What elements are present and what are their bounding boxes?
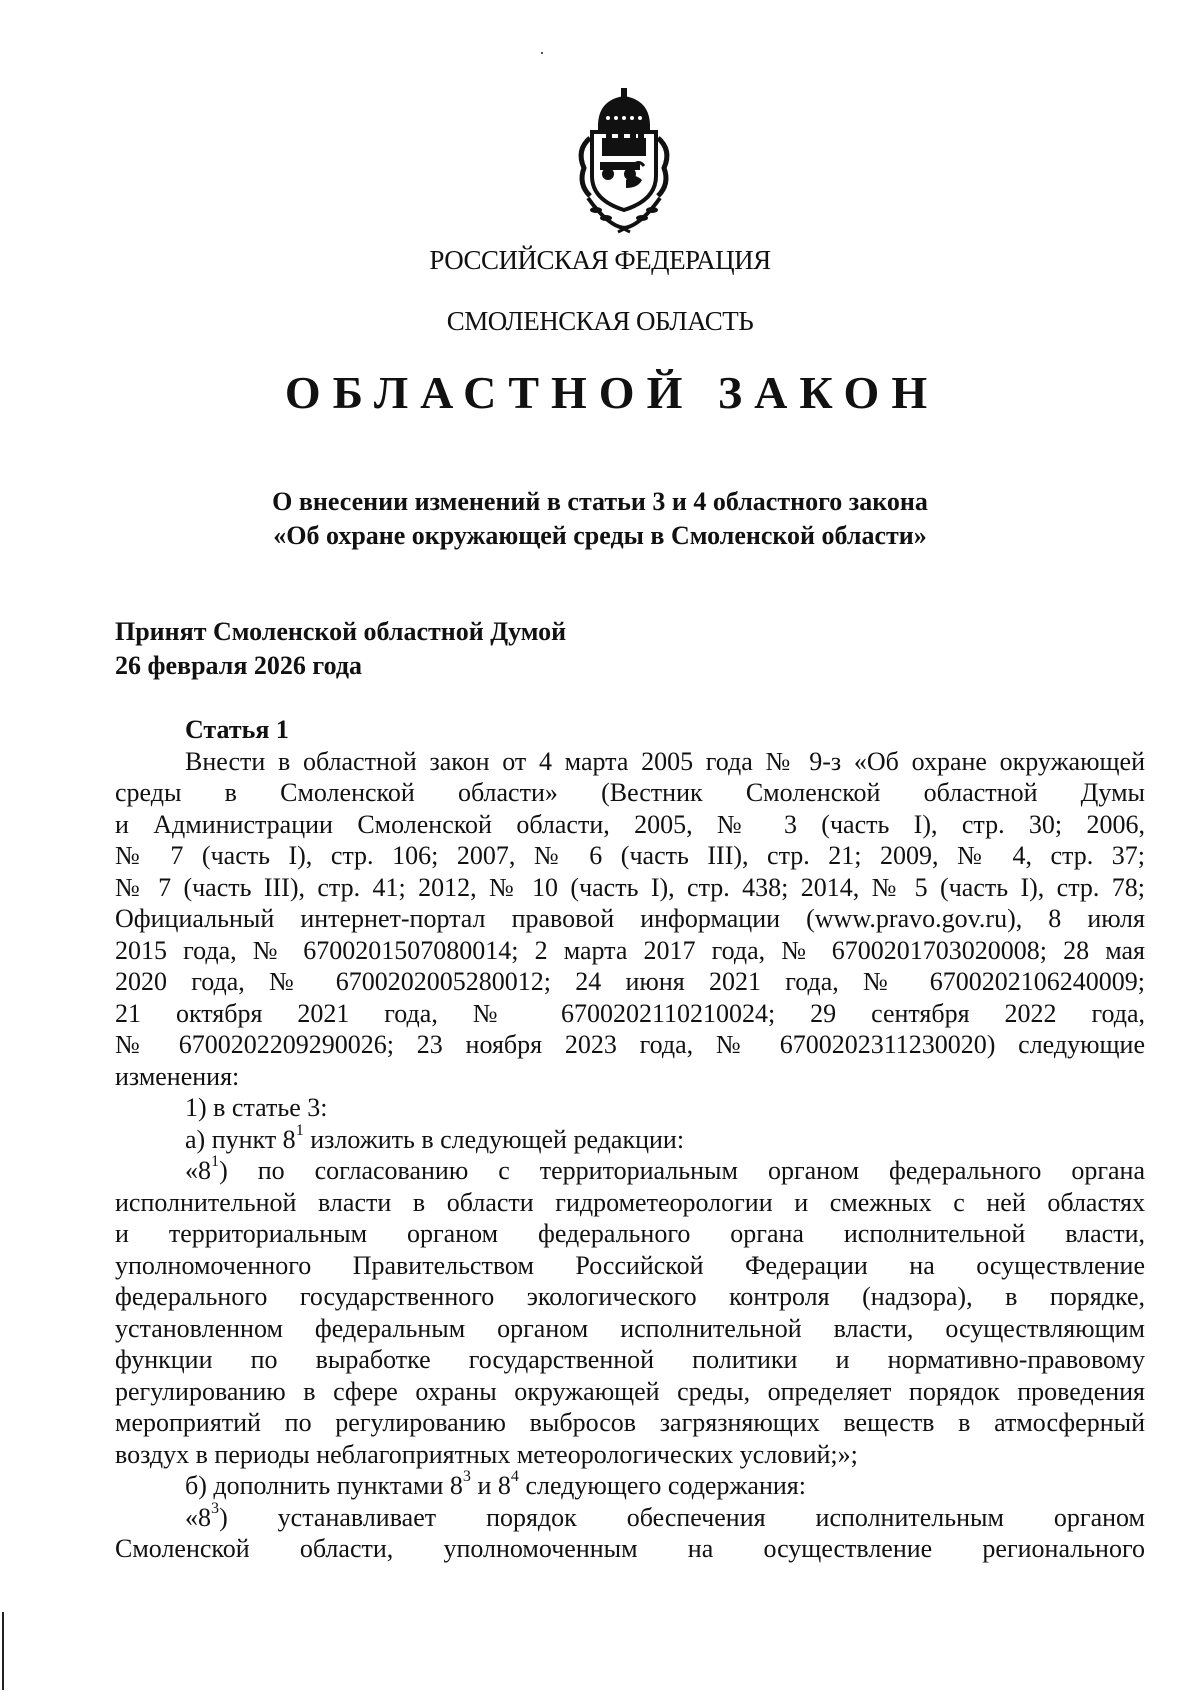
quote-line: федерального государственного экологического контроля (надзора), в порядке, xyxy=(115,1282,1145,1311)
quote-open: «8 xyxy=(185,1156,211,1185)
country-heading: РОССИЙСКАЯ ФЕДЕРАЦИЯ xyxy=(429,245,771,275)
paragraph-line: № 7 (часть III), стр. 41; 2012, № 10 (часть I), стр. 438; 2014, № 5 (часть I), стр. 78; xyxy=(115,872,1145,902)
law-title-line: «Об охране окружающей среды в Смоленской области» xyxy=(273,521,927,550)
quote-line xyxy=(115,1155,1145,1187)
paragraph-line: Официальный интернет-портал правовой информации (www.pravo.gov.ru), 8 июля xyxy=(115,904,1145,933)
superscript: 1 xyxy=(295,1121,304,1139)
law-title xyxy=(0,485,1200,553)
quote-line: Смоленской области, уполномоченным на осуществление регионального xyxy=(115,1534,1145,1563)
quote-line: исполнительной власти в области гидрометеорологии и смежных с ней областях xyxy=(115,1187,1145,1217)
quote-line: и территориальным органом федерального органа исполнительной власти, xyxy=(115,1219,1145,1248)
region-heading: СМОЛЕНСКАЯ ОБЛАСТЬ xyxy=(446,306,754,336)
quote-line: воздух в периоды неблагоприятных метеорологических условий;»; xyxy=(115,1439,858,1469)
quote-text xyxy=(185,1499,1145,1532)
paragraph-line: среды в Смоленской области» (Вестник Смоленской областной Думы xyxy=(115,778,1145,807)
list-item: 1) в статье 3: xyxy=(185,1093,328,1122)
quote-open: «8 xyxy=(185,1502,211,1532)
article-heading: Статья 1 xyxy=(185,715,289,744)
scan-edge-mark xyxy=(2,1612,4,1690)
superscript: 3 xyxy=(211,1499,220,1517)
smolensk-coat-of-arms-emblem xyxy=(568,88,680,234)
paragraph-line: Внести в областной закон от 4 марта 2005 года № 9-з «Об охране окружающей xyxy=(185,746,1145,776)
paragraph-line: № 6700202209290026; 23 ноября 2023 года, № 6700202311230020) следующие xyxy=(115,1030,1145,1059)
document-type-heading: ОБЛАСТНОЙ ЗАКОН xyxy=(284,367,940,418)
list-item-text: а) пункт 8 xyxy=(185,1124,296,1154)
article-1 xyxy=(115,714,1145,1565)
superscript: 1 xyxy=(211,1153,220,1171)
quote-line: мероприятий по регулированию выбросов загрязняющих веществ в атмосферный xyxy=(115,1408,1145,1437)
quote-line: регулированию в сфере охраны окружающей среды, определяет порядок проведения xyxy=(115,1376,1145,1406)
list-item xyxy=(115,1470,1145,1502)
quote-line xyxy=(115,1499,1145,1534)
paragraph-line: № 7 (часть I), стр. 106; 2007, № 6 (часть III), стр. 21; 2009, № 4, стр. 37; xyxy=(115,841,1145,870)
list-item-text: б) дополнить пунктами 8 xyxy=(185,1471,463,1500)
list-item-text: следующего содержания: xyxy=(518,1471,806,1500)
quote-line: установленном федеральным органом исполнительной власти, осуществляющим xyxy=(115,1313,1145,1343)
quote-line: уполномоченного Правительством Российской Федерации на осуществление xyxy=(115,1250,1145,1280)
list-item-text: изложить в следующей редакции: xyxy=(303,1124,685,1154)
paragraph-line: изменения: xyxy=(115,1061,240,1091)
quote-text: ) по согласованию с территориальным органом федерального органа xyxy=(219,1156,1145,1185)
scan-dot xyxy=(541,52,543,54)
list-item xyxy=(115,1121,1145,1156)
list-item-text: и 8 xyxy=(470,1471,511,1500)
quote-text: ) устанавливает порядок обеспечения исполнительным органом xyxy=(219,1502,1145,1532)
law-title-line: О внесении изменений в статьи 3 и 4 областного закона xyxy=(272,487,928,516)
adoption-body: Принят Смоленской областной Думой xyxy=(115,617,567,646)
paragraph-line: 2020 года, № 6700202005280012; 24 июня 2021 года, № 6700202106240009; xyxy=(115,967,1145,996)
paragraph-line: 2015 года, № 6700201507080014; 2 марта 2017 года, № 6700201703020008; 28 мая xyxy=(115,935,1145,965)
superscript: 3 xyxy=(462,1468,471,1486)
paragraph-line: 21 октября 2021 года, № 6700202110210024; 29 сентября 2022 года, xyxy=(115,998,1145,1028)
quote-text xyxy=(185,1153,1145,1185)
superscript: 4 xyxy=(510,1468,519,1486)
paragraph-line: и Администрации Смоленской области, 2005, № 3 (часть I), стр. 30; 2006, xyxy=(115,809,1145,839)
quote-line: функции по выработке государственной политики и нормативно-правовому xyxy=(115,1345,1145,1374)
adoption-info xyxy=(115,615,566,683)
adoption-date: 26 февраля 2026 года xyxy=(115,651,362,680)
